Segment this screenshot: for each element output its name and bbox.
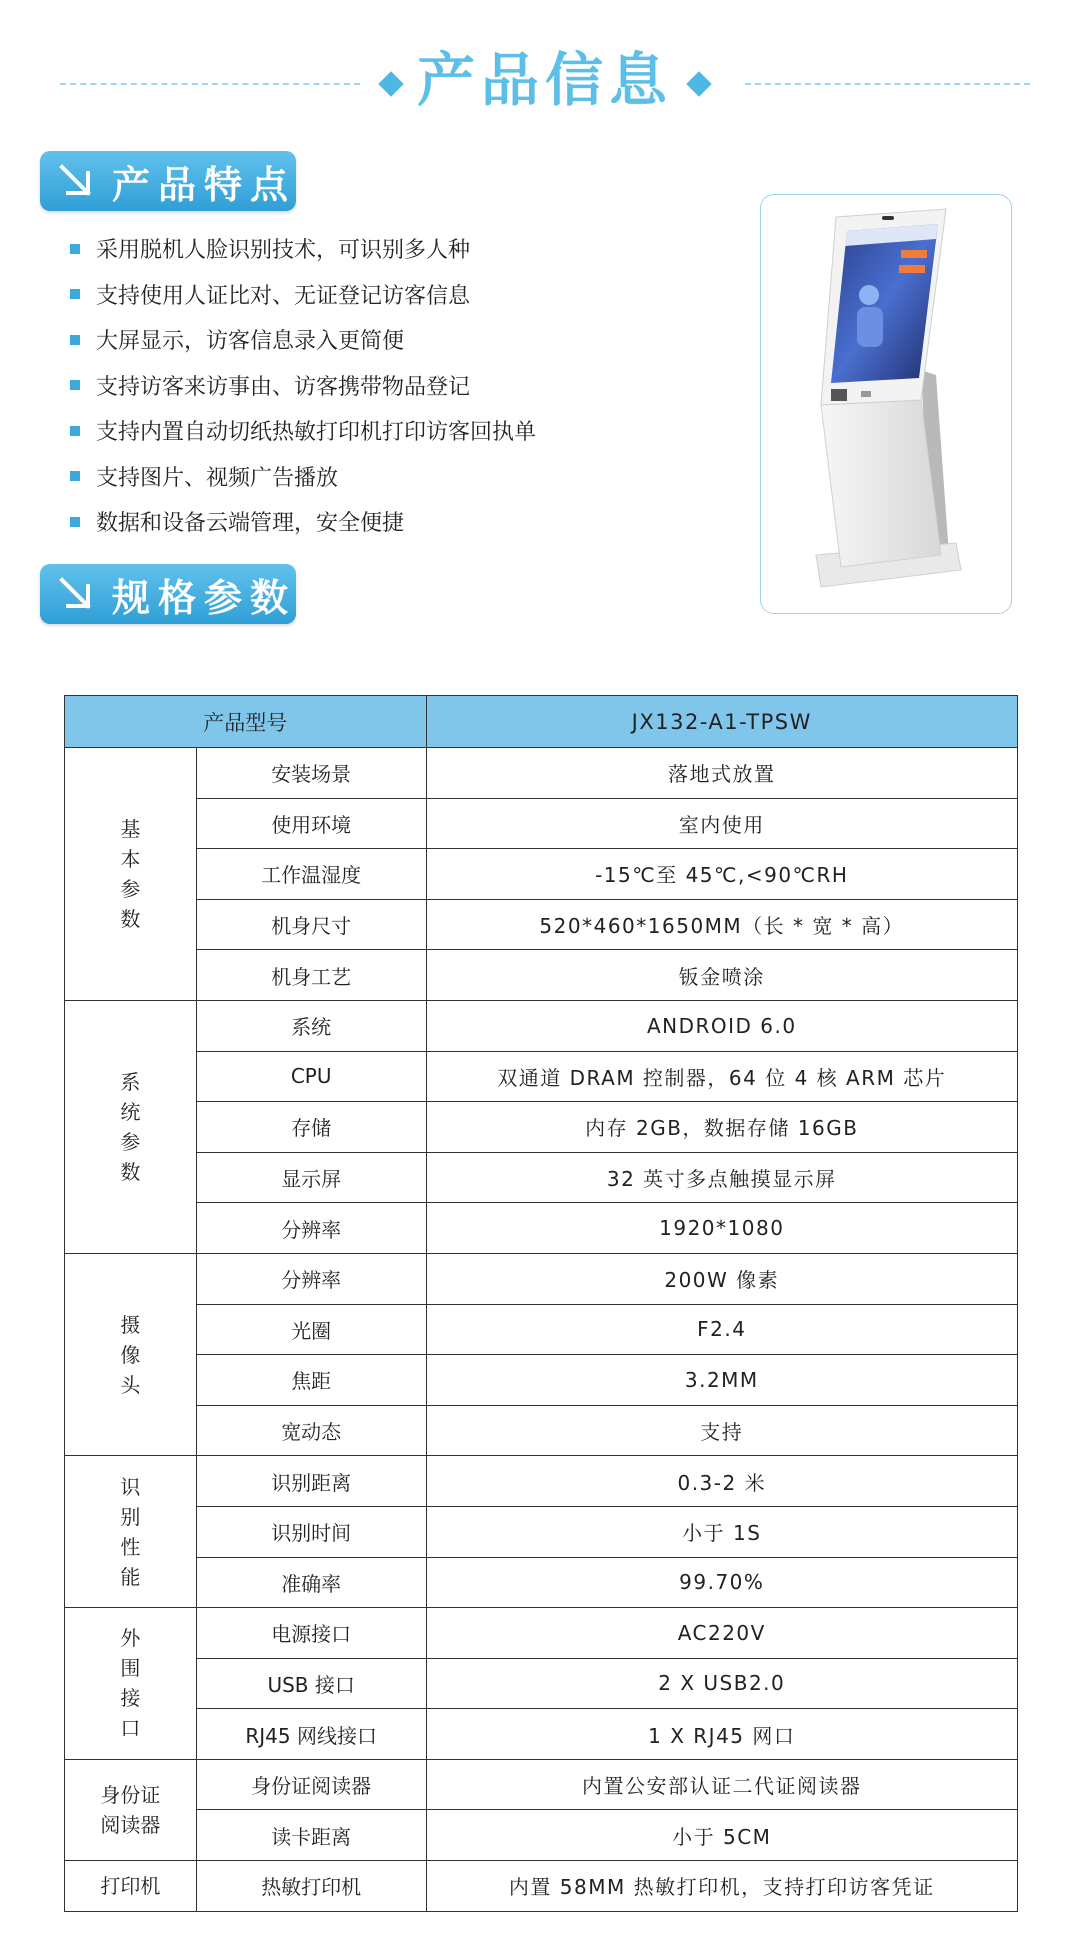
table-row (65, 748, 1018, 799)
param-name: USB 接口 (196, 1658, 426, 1709)
param-name: 存储 (196, 1102, 426, 1153)
param-name: 分辨率 (196, 1203, 426, 1254)
feature-text: 大屏显示，访客信息录入更简便 (96, 329, 405, 355)
square-bullet-icon (70, 244, 80, 254)
list-item (70, 317, 536, 363)
table-row (65, 1203, 1018, 1254)
square-bullet-icon (70, 426, 80, 436)
table-row (65, 1355, 1018, 1406)
table-row (65, 1102, 1018, 1153)
param-value: 2 X USB2.0 (426, 1658, 1017, 1709)
table-row (65, 1506, 1018, 1557)
table-row (65, 1152, 1018, 1203)
title-dash-right (745, 83, 1030, 85)
param-name: 宽动态 (196, 1405, 426, 1456)
param-name: 识别时间 (196, 1506, 426, 1557)
param-name: 机身尺寸 (196, 899, 426, 950)
table-row (65, 1456, 1018, 1507)
param-name: 身份证阅读器 (196, 1759, 426, 1810)
table-row (65, 798, 1018, 849)
square-bullet-icon (70, 471, 80, 481)
title-dash-left (60, 83, 360, 85)
list-item (70, 408, 536, 454)
model-label: 产品型号 (65, 696, 427, 748)
param-name: 显示屏 (196, 1152, 426, 1203)
diamond-icon (686, 71, 711, 96)
table-header-row (65, 696, 1018, 748)
page-title-banner (0, 40, 1080, 120)
param-name: 工作温湿度 (196, 849, 426, 900)
param-value: 室内使用 (426, 798, 1017, 849)
table-row (65, 1304, 1018, 1355)
feature-text: 支持图片、视频广告播放 (96, 465, 339, 491)
param-value: 99.70% (426, 1557, 1017, 1608)
table-row (65, 950, 1018, 1001)
feature-list (70, 226, 536, 545)
param-value: 内置 58MM 热敏打印机，支持打印访客凭证 (426, 1861, 1017, 1912)
param-value: 落地式放置 (426, 748, 1017, 799)
kiosk-product-image (761, 195, 1011, 613)
param-name: 使用环境 (196, 798, 426, 849)
group-label-camera: 摄 像 头 (65, 1253, 197, 1455)
param-value: 200W 像素 (426, 1253, 1017, 1304)
model-value: JX132-A1-TPSW (426, 696, 1017, 748)
param-name: 分辨率 (196, 1253, 426, 1304)
param-value: 1 X RJ45 网口 (426, 1709, 1017, 1760)
list-item (70, 499, 536, 545)
param-value: -15℃至 45℃,<90℃RH (426, 849, 1017, 900)
spec-table (64, 695, 1018, 1912)
param-name: CPU (196, 1051, 426, 1102)
table-row (65, 1861, 1018, 1912)
table-row (65, 1658, 1018, 1709)
list-item (70, 363, 536, 409)
param-value: 1920*1080 (426, 1203, 1017, 1254)
param-value: 钣金喷涂 (426, 950, 1017, 1001)
group-label-system: 系 统 参 数 (65, 1000, 197, 1253)
table-row (65, 1253, 1018, 1304)
param-name: 系统 (196, 1000, 426, 1051)
specs-section-title: 规格参数 (112, 575, 297, 620)
param-value: 520*460*1650MM（长 * 宽 * 高） (426, 899, 1017, 950)
param-value: AC220V (426, 1608, 1017, 1659)
page-title: 产品信息 (416, 46, 673, 114)
table-row (65, 1608, 1018, 1659)
table-row (65, 1000, 1018, 1051)
list-item (70, 226, 536, 272)
group-label-interfaces: 外 围 接 口 (65, 1608, 197, 1760)
features-section-header (40, 151, 296, 211)
param-name: 机身工艺 (196, 950, 426, 1001)
param-value: 支持 (426, 1405, 1017, 1456)
feature-text: 采用脱机人脸识别技术，可识别多人种 (96, 238, 471, 264)
feature-text: 数据和设备云端管理，安全便捷 (96, 511, 405, 537)
param-name: 读卡距离 (196, 1810, 426, 1861)
list-item (70, 272, 536, 318)
param-value: 内置公安部认证二代证阅读器 (426, 1759, 1017, 1810)
param-value: 0.3-2 米 (426, 1456, 1017, 1507)
square-bullet-icon (70, 517, 80, 527)
param-value: F2.4 (426, 1304, 1017, 1355)
table-row (65, 1405, 1018, 1456)
table-row (65, 849, 1018, 900)
param-name: 准确率 (196, 1557, 426, 1608)
square-bullet-icon (70, 289, 80, 299)
feature-text: 支持使用人证比对、无证登记访客信息 (96, 283, 471, 309)
table-row (65, 1557, 1018, 1608)
square-bullet-icon (70, 335, 80, 345)
feature-text: 支持访客来访事由、访客携带物品登记 (96, 374, 471, 400)
param-name: 安装场景 (196, 748, 426, 799)
param-value: 小于 1S (426, 1506, 1017, 1557)
group-label-id-reader: 身份证 阅读器 (65, 1759, 197, 1860)
arrow-down-right-icon (54, 572, 98, 616)
table-row (65, 1709, 1018, 1760)
list-item (70, 454, 536, 500)
features-section-title: 产品特点 (112, 162, 297, 207)
diamond-icon (378, 71, 403, 96)
param-value: 32 英寸多点触摸显示屏 (426, 1152, 1017, 1203)
table-row (65, 1810, 1018, 1861)
group-label-recognition: 识 别 性 能 (65, 1456, 197, 1608)
param-name: 识别距离 (196, 1456, 426, 1507)
param-name: 电源接口 (196, 1608, 426, 1659)
arrow-down-right-icon (54, 159, 98, 203)
group-label-printer: 打印机 (65, 1861, 197, 1912)
param-name: 热敏打印机 (196, 1861, 426, 1912)
param-value: 小于 5CM (426, 1810, 1017, 1861)
table-row (65, 899, 1018, 950)
table-row (65, 1759, 1018, 1810)
group-label-basic: 基 本 参 数 (65, 748, 197, 1001)
param-value: 3.2MM (426, 1355, 1017, 1406)
product-image-frame (760, 194, 1012, 614)
specs-section-header (40, 564, 296, 624)
param-name: 焦距 (196, 1355, 426, 1406)
param-name: RJ45 网线接口 (196, 1709, 426, 1760)
feature-text: 支持内置自动切纸热敏打印机打印访客回执单 (96, 420, 537, 446)
table-row (65, 1051, 1018, 1102)
param-value: 双通道 DRAM 控制器，64 位 4 核 ARM 芯片 (426, 1051, 1017, 1102)
param-name: 光圈 (196, 1304, 426, 1355)
param-value: 内存 2GB，数据存储 16GB (426, 1102, 1017, 1153)
param-value: ANDROID 6.0 (426, 1000, 1017, 1051)
square-bullet-icon (70, 380, 80, 390)
